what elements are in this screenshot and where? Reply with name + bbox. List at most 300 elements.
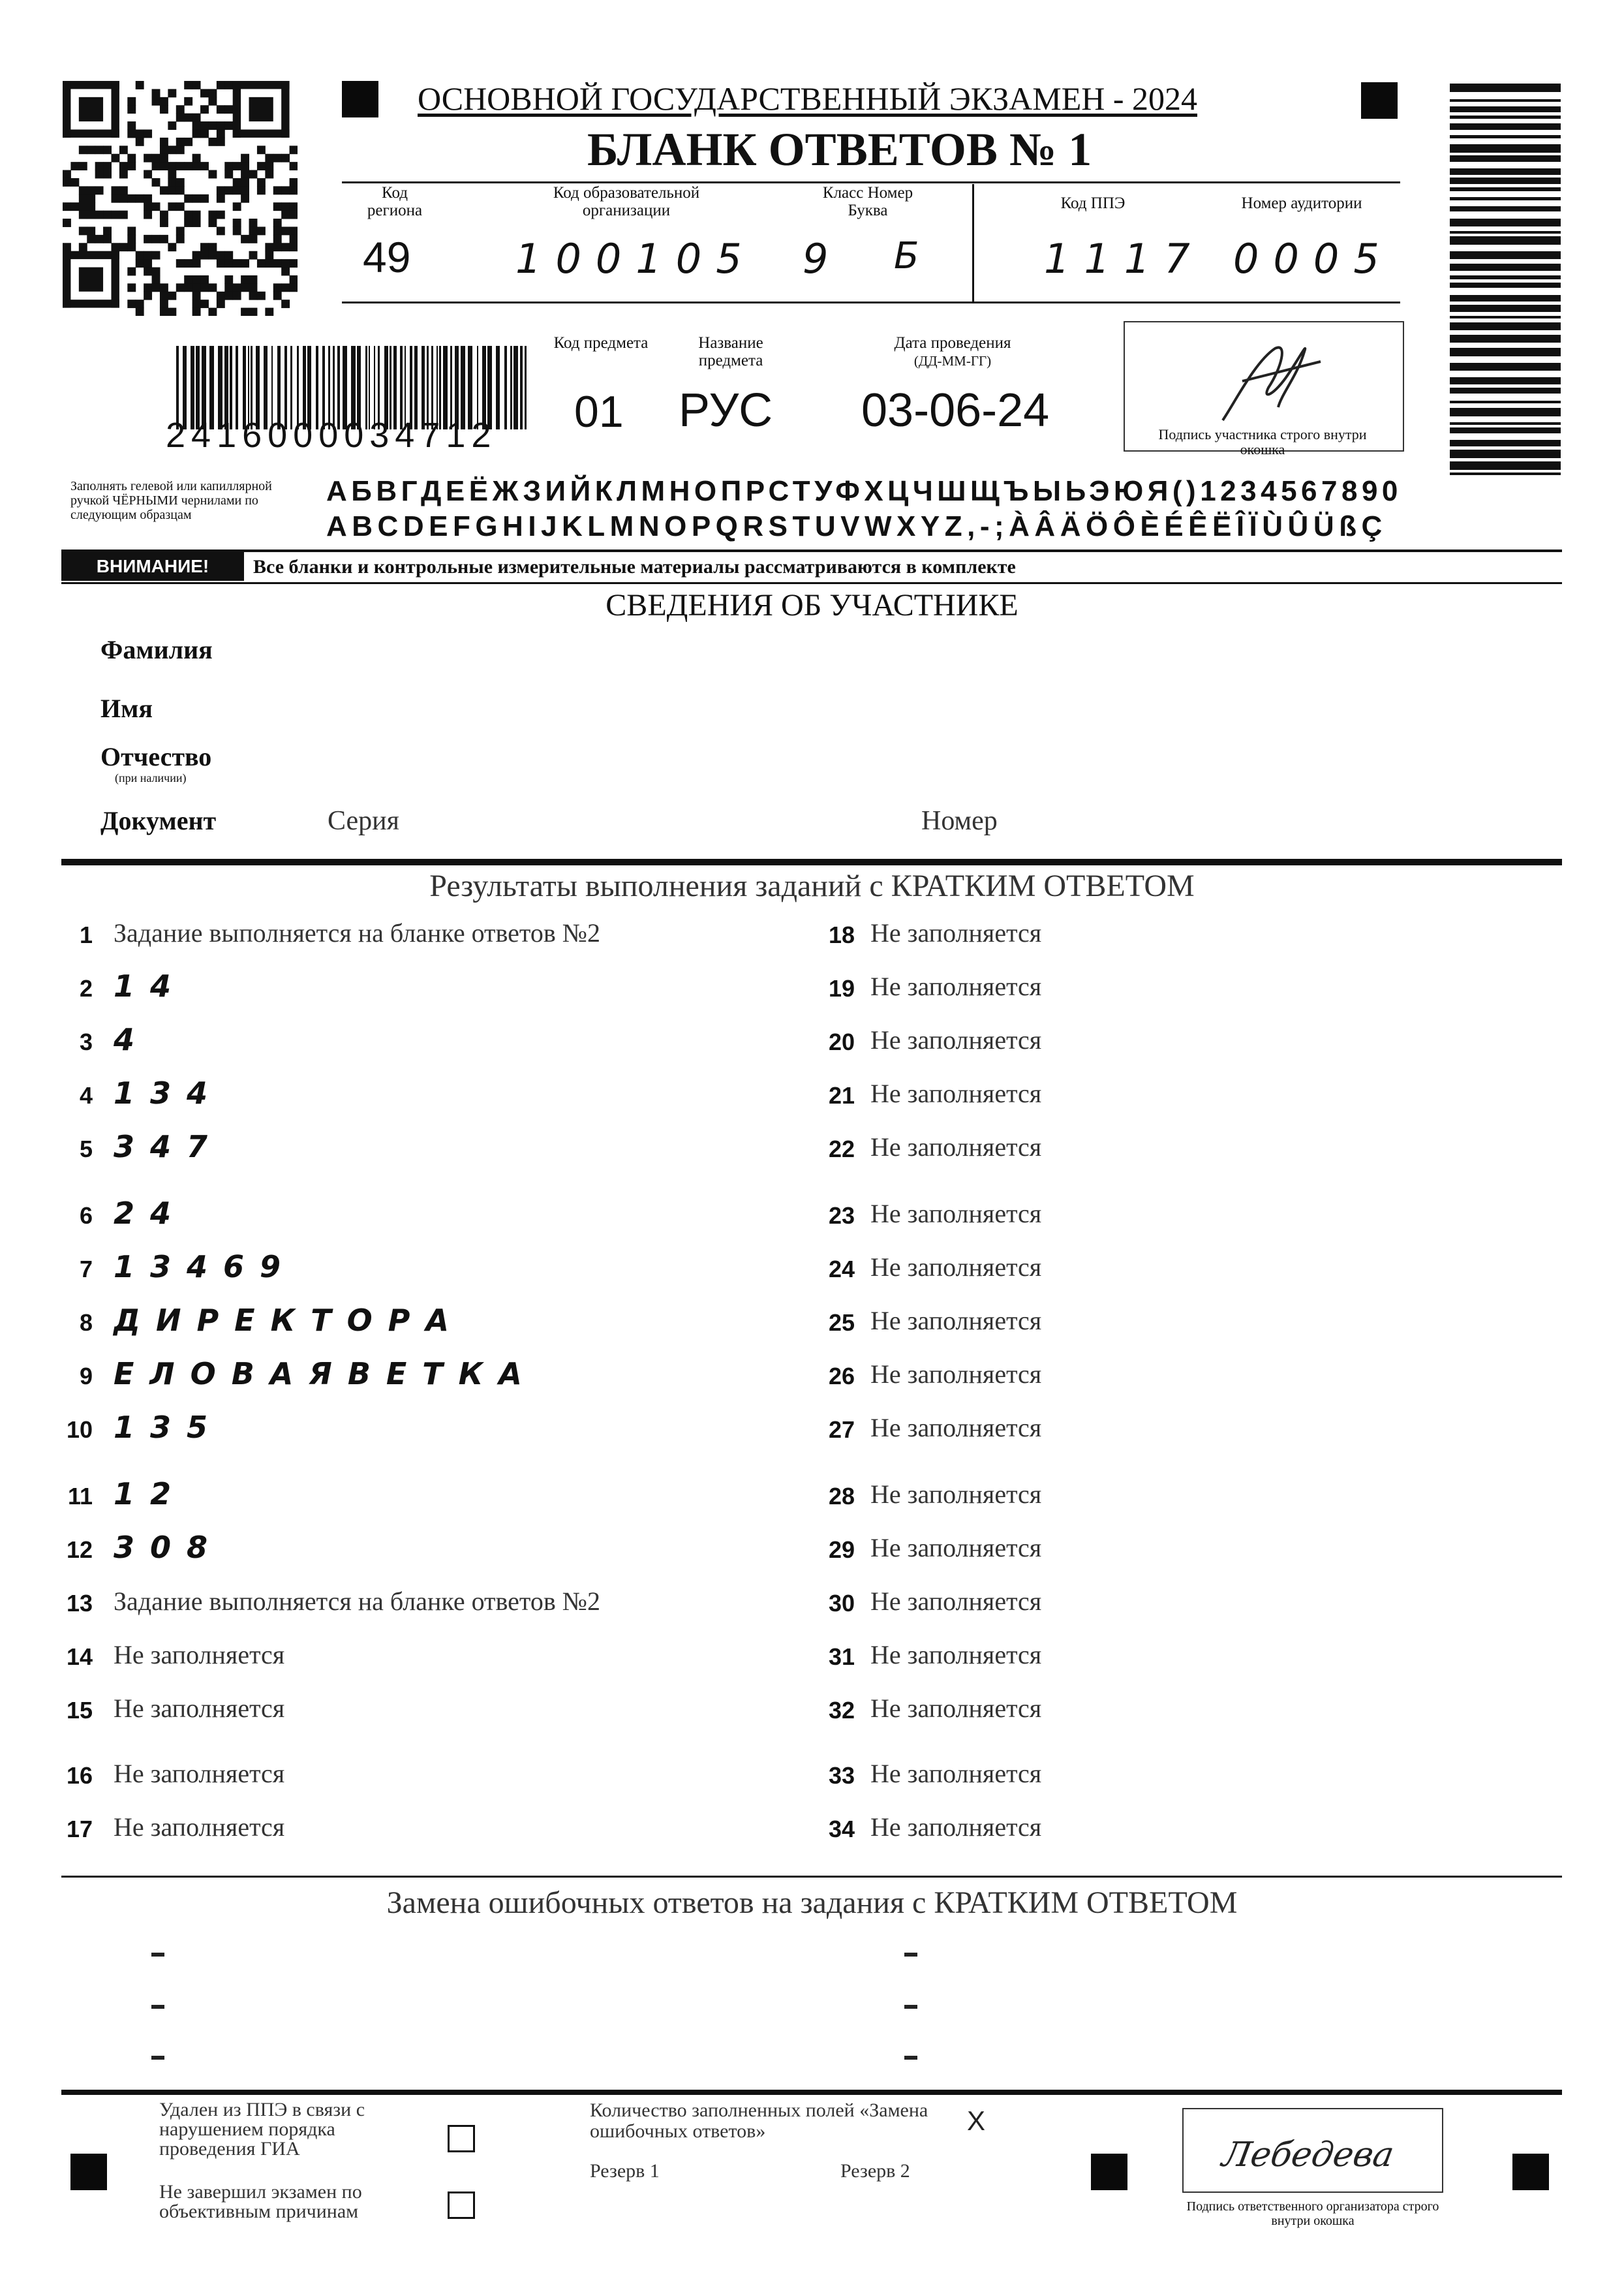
qr-module bbox=[192, 211, 201, 219]
qr-module bbox=[241, 194, 249, 203]
qr-module bbox=[144, 194, 152, 203]
qr-module bbox=[127, 283, 136, 292]
question-number: 27 bbox=[828, 1416, 855, 1443]
side-barcode-graphic bbox=[1450, 84, 1561, 475]
qr-module bbox=[144, 259, 152, 268]
replacement-dash-right-1[interactable] bbox=[904, 1953, 917, 1957]
qr-module bbox=[249, 226, 258, 235]
qr-module bbox=[136, 259, 144, 268]
qr-finder bbox=[111, 81, 119, 138]
qr-module bbox=[200, 251, 209, 260]
qr-module bbox=[224, 251, 233, 260]
qr-module bbox=[290, 283, 298, 292]
qr-module bbox=[192, 251, 201, 260]
qr-module bbox=[63, 202, 71, 211]
document-label: Документ bbox=[100, 806, 217, 835]
answer-field-text[interactable]: Не заполняется bbox=[870, 1199, 1042, 1228]
qr-module bbox=[233, 219, 241, 227]
question-number: 6 bbox=[79, 1202, 93, 1229]
question-number: 25 bbox=[828, 1309, 855, 1336]
question-number: 14 bbox=[66, 1643, 93, 1670]
qr-module bbox=[127, 235, 136, 243]
reserve-2-label: Резерв 2 bbox=[840, 2160, 910, 2182]
qr-module bbox=[208, 251, 217, 260]
subject-name-label: Название предмета bbox=[698, 334, 763, 369]
qr-module bbox=[192, 275, 201, 284]
class-letter-value: Б bbox=[894, 235, 934, 277]
qr-module bbox=[257, 162, 266, 170]
handwritten-answer[interactable]: 308 bbox=[114, 1530, 224, 1565]
qr-module bbox=[241, 235, 249, 243]
side-barcode-bar bbox=[1450, 305, 1561, 312]
qr-module bbox=[168, 89, 176, 97]
handwritten-answer[interactable]: 14 bbox=[114, 968, 187, 1004]
qr-module bbox=[136, 138, 144, 146]
qr-module bbox=[168, 170, 176, 179]
qr-module bbox=[233, 162, 241, 170]
qr-module bbox=[176, 146, 185, 154]
qr-module bbox=[103, 146, 112, 154]
handwritten-answer[interactable]: 13469 bbox=[114, 1249, 297, 1284]
qr-module bbox=[192, 162, 201, 170]
question-number: 29 bbox=[828, 1536, 855, 1563]
question-number: 34 bbox=[828, 1816, 855, 1842]
qr-module bbox=[144, 251, 152, 260]
qr-module bbox=[224, 275, 233, 284]
qr-module bbox=[224, 81, 233, 89]
qr-module bbox=[281, 226, 290, 235]
qr-module bbox=[144, 268, 152, 276]
sample-instruction: Заполнять гелевой или капиллярной ручкой ЧЁРНЫМИ чернилами по следующим образцам bbox=[70, 479, 272, 522]
question-number: 13 bbox=[66, 1590, 93, 1617]
qr-module bbox=[217, 251, 225, 260]
qr-module bbox=[176, 138, 185, 146]
qr-module bbox=[290, 243, 298, 251]
answer-field-text[interactable]: Не заполняется bbox=[114, 1759, 285, 1788]
qr-module bbox=[87, 226, 95, 235]
side-barcode-bar bbox=[1450, 377, 1561, 384]
qr-module bbox=[119, 186, 128, 194]
qr-module bbox=[257, 292, 266, 300]
qr-module bbox=[233, 283, 241, 292]
handwritten-answer[interactable]: 24 bbox=[114, 1196, 187, 1231]
qr-module bbox=[200, 275, 209, 284]
side-barcode-bar bbox=[1450, 155, 1561, 162]
qr-module bbox=[208, 89, 217, 97]
qr-module bbox=[281, 186, 290, 194]
side-barcode-bar bbox=[1450, 401, 1561, 403]
qr-module bbox=[192, 194, 201, 203]
side-barcode-bar bbox=[1450, 231, 1561, 234]
qr-module bbox=[136, 129, 144, 138]
answer-field-text[interactable]: Не заполняется bbox=[870, 1479, 1042, 1509]
answer-field-text[interactable]: Не заполняется bbox=[114, 1640, 285, 1669]
qr-module bbox=[265, 170, 273, 179]
side-barcode-bar bbox=[1450, 427, 1561, 433]
qr-module bbox=[200, 162, 209, 170]
qr-module bbox=[290, 186, 298, 194]
qr-module bbox=[79, 146, 87, 154]
series-label: Серия bbox=[328, 806, 399, 836]
handwritten-answer[interactable]: 134 bbox=[114, 1076, 224, 1111]
patronymic-label: Отчество bbox=[100, 742, 212, 771]
qr-module bbox=[233, 202, 241, 211]
qr-module bbox=[160, 211, 168, 219]
question-number: 30 bbox=[828, 1590, 855, 1617]
qr-module bbox=[208, 97, 217, 106]
answer-field-text[interactable]: Не заполняется bbox=[870, 1132, 1042, 1162]
handwritten-answer[interactable]: ДИРЕКТОРА bbox=[114, 1303, 465, 1338]
qr-module bbox=[224, 186, 233, 194]
qr-module bbox=[241, 259, 249, 268]
number-label: Номер bbox=[921, 806, 998, 836]
qr-module bbox=[217, 259, 225, 268]
handwritten-answer[interactable]: 347 bbox=[114, 1129, 224, 1164]
answer-field-text[interactable]: Не заполняется bbox=[870, 1306, 1042, 1335]
qr-module bbox=[152, 202, 161, 211]
qr-module bbox=[127, 300, 136, 308]
qr-module bbox=[184, 275, 192, 284]
qr-module bbox=[176, 259, 185, 268]
side-barcode-bar bbox=[1450, 408, 1561, 416]
qr-module bbox=[176, 114, 185, 122]
qr-module bbox=[160, 162, 168, 170]
alignment-marker-top-right bbox=[1361, 82, 1398, 119]
qr-module bbox=[160, 146, 168, 154]
qr-module bbox=[95, 170, 104, 179]
qr-module bbox=[87, 194, 95, 203]
qr-module bbox=[224, 105, 233, 114]
qr-module bbox=[273, 154, 282, 163]
answer-field-text[interactable]: Не заполняется bbox=[870, 1640, 1042, 1669]
barcode-number: 2416000034712 bbox=[166, 416, 497, 455]
answer-field-text[interactable]: Не заполняется bbox=[870, 1025, 1042, 1055]
removed-checkbox[interactable] bbox=[448, 2125, 475, 2152]
answer-field-text[interactable]: Не заполняется bbox=[870, 1413, 1042, 1442]
handwritten-answer[interactable]: 12 bbox=[114, 1476, 187, 1511]
surname-label: Фамилия bbox=[100, 635, 213, 664]
qr-module bbox=[217, 300, 225, 308]
class-number-value: 9 bbox=[803, 235, 843, 283]
answer-field-text[interactable]: Не заполняется bbox=[870, 1533, 1042, 1562]
qr-module bbox=[136, 300, 144, 308]
qr-module bbox=[176, 178, 185, 187]
organizer-signature-box[interactable] bbox=[1182, 2108, 1443, 2193]
qr-module bbox=[281, 283, 290, 292]
qr-module bbox=[200, 105, 209, 114]
qr-module bbox=[249, 308, 258, 316]
question-number: 16 bbox=[66, 1762, 93, 1789]
replacement-dash-right-2[interactable] bbox=[904, 2005, 917, 2009]
side-barcode-bar bbox=[1450, 440, 1561, 446]
qr-finder bbox=[233, 129, 290, 137]
answer-field-text[interactable]: Не заполняется bbox=[870, 1252, 1042, 1282]
qr-module bbox=[127, 97, 136, 106]
side-barcode-bar bbox=[1450, 472, 1561, 475]
qr-module bbox=[160, 292, 168, 300]
qr-module bbox=[152, 178, 161, 187]
qr-module bbox=[273, 243, 282, 251]
qr-module bbox=[249, 251, 258, 260]
qr-module bbox=[257, 186, 266, 194]
qr-module bbox=[127, 105, 136, 114]
org-label: Код образовательной организации bbox=[553, 184, 700, 219]
qr-module bbox=[176, 235, 185, 243]
qr-module bbox=[224, 259, 233, 268]
replacement-count-value[interactable]: X bbox=[967, 2105, 986, 2136]
attention-text: Все бланки и контрольные измерительные материалы рассматриваются в комплекте bbox=[253, 556, 1016, 578]
answer-field-text[interactable]: Не заполняется bbox=[114, 1694, 285, 1723]
qr-module bbox=[249, 275, 258, 284]
name-label: Имя bbox=[100, 694, 153, 723]
qr-module bbox=[281, 202, 290, 211]
side-barcode-bar bbox=[1450, 335, 1561, 343]
alignment-marker-bottom-left bbox=[70, 2154, 107, 2190]
qr-module bbox=[176, 283, 185, 292]
answer-field-text[interactable]: Не заполняется bbox=[114, 1812, 285, 1842]
qr-module bbox=[103, 170, 112, 179]
handwritten-answer[interactable]: 4 bbox=[114, 1022, 151, 1057]
qr-module bbox=[241, 170, 249, 179]
answer-field-text[interactable]: Не заполняется bbox=[870, 1759, 1042, 1788]
qr-module bbox=[111, 194, 119, 203]
qr-module bbox=[233, 178, 241, 187]
qr-module bbox=[290, 202, 298, 211]
exam-title: ОСНОВНОЙ ГОСУДАРСТВЕННЫЙ ЭКЗАМЕН - 2024 bbox=[418, 80, 1197, 117]
side-barcode-bar bbox=[1450, 363, 1561, 371]
side-barcode-bar bbox=[1450, 99, 1561, 102]
organizer-signature-caption: Подпись ответственного организатора строго внутри окошка bbox=[1186, 2199, 1439, 2228]
question-number: 7 bbox=[79, 1256, 93, 1282]
qr-module bbox=[160, 138, 168, 146]
qr-module bbox=[87, 202, 95, 211]
question-number: 10 bbox=[66, 1416, 93, 1443]
reserve-1-label: Резерв 1 bbox=[590, 2160, 660, 2182]
qr-module bbox=[200, 194, 209, 203]
participant-section-title: СВЕДЕНИЯ ОБ УЧАСТНИКЕ bbox=[605, 588, 1019, 623]
qr-finder bbox=[79, 268, 103, 292]
side-barcode-bar bbox=[1450, 106, 1561, 112]
qr-module bbox=[281, 300, 290, 308]
qr-module bbox=[152, 154, 161, 163]
question-number: 31 bbox=[828, 1643, 855, 1670]
qr-finder bbox=[233, 81, 241, 138]
class-divider bbox=[972, 184, 974, 302]
qr-module bbox=[290, 275, 298, 284]
qr-module bbox=[136, 251, 144, 260]
side-barcode-bar bbox=[1450, 275, 1561, 279]
attention-rule-bottom bbox=[61, 582, 1562, 584]
qr-module bbox=[144, 292, 152, 300]
qr-module bbox=[233, 226, 241, 235]
qr-module bbox=[265, 243, 273, 251]
qr-module bbox=[119, 146, 128, 154]
participant-rule-bottom bbox=[61, 859, 1562, 865]
qr-module bbox=[241, 186, 249, 194]
qr-module bbox=[144, 170, 152, 179]
qr-module bbox=[200, 283, 209, 292]
side-barcode-bar bbox=[1450, 461, 1561, 470]
answer-field-text[interactable]: Не заполняется bbox=[870, 1587, 1042, 1616]
qr-module bbox=[160, 219, 168, 227]
handwritten-answer[interactable]: 135 bbox=[114, 1410, 224, 1445]
qr-module bbox=[152, 275, 161, 284]
qr-module bbox=[152, 268, 161, 276]
qr-module bbox=[127, 226, 136, 235]
qr-module bbox=[249, 235, 258, 243]
replacement-dash-left-1[interactable] bbox=[151, 1953, 164, 1957]
answer-field-text[interactable]: Задание выполняется на бланке ответов №2 bbox=[114, 1587, 600, 1616]
side-barcode-bar bbox=[1450, 84, 1561, 92]
qr-module bbox=[127, 162, 136, 170]
qr-module bbox=[95, 146, 104, 154]
qr-module bbox=[152, 283, 161, 292]
qr-module bbox=[160, 300, 168, 308]
side-barcode-bar bbox=[1450, 116, 1561, 119]
question-number: 23 bbox=[828, 1202, 855, 1229]
answer-field-text[interactable]: Не заполняется bbox=[870, 1694, 1042, 1723]
answer-field-text[interactable]: Не заполняется bbox=[870, 972, 1042, 1001]
qr-module bbox=[290, 162, 298, 170]
not-finished-label: Не завершил экзамен по объективным причинам bbox=[159, 2181, 362, 2222]
qr-module bbox=[103, 226, 112, 235]
question-number: 28 bbox=[828, 1483, 855, 1510]
class-label: Класс Номер Буква bbox=[822, 184, 913, 219]
qr-module bbox=[168, 186, 176, 194]
qr-module bbox=[224, 283, 233, 292]
qr-module bbox=[241, 178, 249, 187]
qr-module bbox=[217, 121, 225, 130]
qr-module bbox=[217, 194, 225, 203]
qr-module bbox=[168, 202, 176, 211]
region-value: 49 bbox=[363, 233, 411, 281]
qr-module bbox=[160, 186, 168, 194]
side-barcode-bar bbox=[1450, 219, 1561, 226]
side-barcode-bar bbox=[1450, 450, 1561, 458]
alignment-marker-bottom-mid bbox=[1091, 2154, 1127, 2190]
qr-module bbox=[265, 259, 273, 268]
qr-module bbox=[273, 292, 282, 300]
qr-module bbox=[152, 235, 161, 243]
qr-module bbox=[217, 129, 225, 138]
qr-module bbox=[87, 186, 95, 194]
qr-module bbox=[160, 235, 168, 243]
qr-module bbox=[87, 211, 95, 219]
qr-module bbox=[95, 162, 104, 170]
replacement-dash-left-2[interactable] bbox=[151, 2005, 164, 2009]
qr-module bbox=[136, 308, 144, 316]
qr-module bbox=[63, 178, 71, 187]
qr-module bbox=[103, 211, 112, 219]
qr-code bbox=[63, 81, 298, 316]
question-number: 26 bbox=[828, 1363, 855, 1389]
qr-module bbox=[192, 292, 201, 300]
qr-module bbox=[79, 162, 87, 170]
qr-module bbox=[184, 211, 192, 219]
header-rule-mid bbox=[342, 302, 1400, 303]
qr-module bbox=[119, 194, 128, 203]
qr-module bbox=[103, 235, 112, 243]
side-barcode-bar bbox=[1450, 135, 1561, 138]
qr-module bbox=[290, 178, 298, 187]
side-barcode-bar bbox=[1450, 197, 1561, 200]
qr-module bbox=[224, 121, 233, 130]
qr-module bbox=[281, 243, 290, 251]
qr-module bbox=[136, 194, 144, 203]
qr-module bbox=[208, 170, 217, 179]
replacement-section-title: Замена ошибочных ответов на задания с КРАТКИМ ОТВЕТОМ bbox=[386, 1885, 1238, 1920]
question-number: 11 bbox=[67, 1483, 93, 1510]
qr-module bbox=[200, 300, 209, 308]
replacement-dash-right-3[interactable] bbox=[904, 2056, 917, 2060]
qr-module bbox=[241, 154, 249, 163]
subject-name-value: РУС bbox=[679, 384, 773, 437]
date-value: 03-06-24 bbox=[861, 384, 1050, 437]
subject-code-value: 01 bbox=[574, 387, 624, 437]
qr-module bbox=[168, 178, 176, 187]
qr-module bbox=[184, 114, 192, 122]
qr-module bbox=[184, 219, 192, 227]
question-number: 33 bbox=[828, 1762, 855, 1789]
qr-module bbox=[249, 219, 258, 227]
question-number: 19 bbox=[828, 975, 855, 1002]
ppe-label: Код ППЭ bbox=[1060, 194, 1126, 212]
question-number: 5 bbox=[79, 1136, 93, 1162]
qr-module bbox=[184, 81, 192, 89]
answer-field-text[interactable]: Не заполняется bbox=[870, 1079, 1042, 1108]
qr-module bbox=[144, 283, 152, 292]
qr-module bbox=[144, 235, 152, 243]
qr-module bbox=[273, 226, 282, 235]
handwritten-answer[interactable]: ЕЛОВАЯВЕТКА bbox=[114, 1356, 538, 1391]
answer-field-text[interactable]: Не заполняется bbox=[870, 1359, 1042, 1389]
qr-module bbox=[281, 211, 290, 219]
qr-module bbox=[241, 275, 249, 284]
qr-module bbox=[192, 114, 201, 122]
qr-module bbox=[152, 89, 161, 97]
qr-module bbox=[119, 162, 128, 170]
qr-module bbox=[184, 194, 192, 203]
org-value: 100105 bbox=[515, 235, 756, 283]
answer-field-text[interactable]: Задание выполняется на бланке ответов №2 bbox=[114, 918, 600, 948]
qr-module bbox=[79, 202, 87, 211]
side-barcode-bar bbox=[1450, 422, 1561, 425]
qr-finder bbox=[63, 129, 119, 137]
qr-module bbox=[217, 292, 225, 300]
qr-module bbox=[79, 226, 87, 235]
qr-module bbox=[70, 162, 79, 170]
qr-finder bbox=[233, 81, 290, 89]
qr-module bbox=[224, 170, 233, 179]
qr-finder bbox=[63, 81, 119, 89]
side-barcode-bar bbox=[1450, 283, 1561, 288]
participant-signature-caption: Подпись участника строго внутри окошка bbox=[1158, 426, 1367, 457]
replacement-dash-left-3[interactable] bbox=[151, 2056, 164, 2060]
qr-module bbox=[176, 226, 185, 235]
removed-label: Удален из ППЭ в связи с нарушением порядка проведения ГИА bbox=[159, 2099, 365, 2160]
side-barcode-bar bbox=[1450, 264, 1561, 271]
qr-module bbox=[127, 268, 136, 276]
qr-finder bbox=[63, 251, 119, 259]
qr-module bbox=[192, 219, 201, 227]
answer-field-text[interactable]: Не заполняется bbox=[870, 918, 1042, 948]
qr-module bbox=[200, 243, 209, 251]
question-number: 32 bbox=[828, 1697, 855, 1724]
answer-field-text[interactable]: Не заполняется bbox=[870, 1812, 1042, 1842]
qr-module bbox=[200, 89, 209, 97]
qr-module bbox=[281, 268, 290, 276]
not-finished-checkbox[interactable] bbox=[448, 2191, 475, 2219]
